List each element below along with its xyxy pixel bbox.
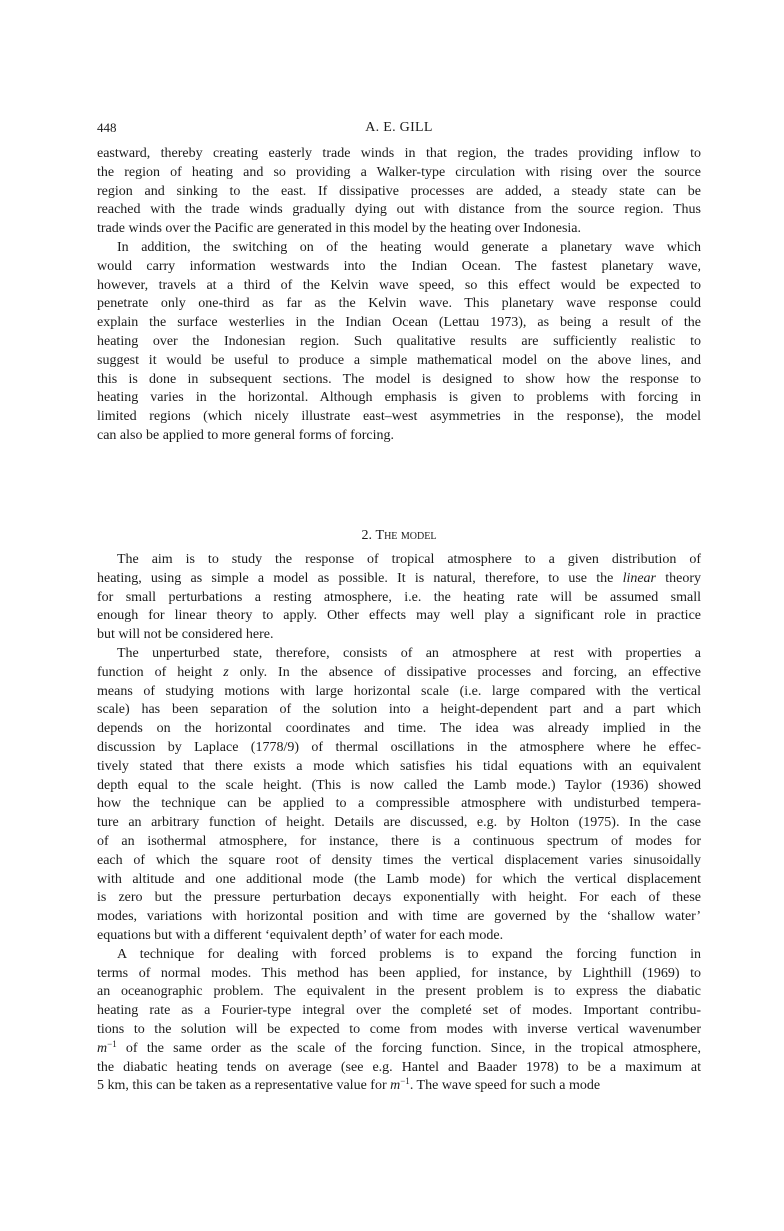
text-line: means of studying motions with large horizontal scale (i.e. large compared with the vertical bbox=[97, 683, 701, 699]
text-line: tions to the solution will be expected to come from modes with inverse vertical wavenumber bbox=[97, 1021, 701, 1037]
text-segment: z bbox=[223, 664, 229, 680]
section-heading bbox=[97, 528, 701, 544]
page-header bbox=[97, 120, 701, 140]
text-line: trade winds over the Pacific are generated in this model by the heating over Indonesia. bbox=[97, 221, 581, 237]
text-line: penetrate only one-third as far as the Kelvin wave. This planetary wave response could bbox=[97, 296, 701, 312]
text-line: can also be applied to more general forms of forcing. bbox=[97, 427, 395, 443]
paragraph bbox=[97, 239, 701, 446]
text-line: the diabatic heating tends on average (see e.g. Hantel and Baader 1978) to be a maximum at bbox=[97, 1059, 701, 1075]
text-line: reached with the trade winds gradually dying out with distance from the source region. Thus bbox=[97, 202, 701, 218]
text-line: would carry information westwards into the Indian Ocean. The fastest planetary wave, bbox=[97, 258, 701, 274]
section-text bbox=[97, 551, 701, 1096]
text-segment: −1 bbox=[107, 1038, 117, 1049]
text-line: explain the surface westerlies in the Indian Ocean (Lettau 1973), as being a result of the bbox=[97, 315, 701, 331]
text-line: modes, variations with horizontal position and with time are governed by the ‘shallow water’ bbox=[97, 909, 701, 925]
running-title: A. E. GILL bbox=[365, 120, 433, 135]
paragraph bbox=[97, 551, 701, 645]
text-line: eastward, thereby creating easterly trade winds in that region, the trades providing inflow to bbox=[97, 146, 701, 161]
text-segment: theory bbox=[656, 570, 702, 586]
text-line: ture an arbitrary function of height. Details are discussed, e.g. by Holton (1975). In the case bbox=[97, 815, 701, 831]
text-line: A technique for dealing with forced problems is to expand the forcing function in bbox=[117, 946, 701, 962]
text-line: limited regions (which nicely illustrate east–west asymmetries in the response), the model bbox=[97, 409, 701, 425]
text-segment: heating, using as simple a model as possible. It is natural, therefore, to use the bbox=[97, 570, 623, 586]
text-line bbox=[97, 570, 701, 589]
paragraph bbox=[97, 645, 701, 946]
text-line: discussion by Laplace (1778/9) of thermal oscillations in the atmosphere where he effec- bbox=[97, 739, 701, 755]
text-line bbox=[97, 1040, 701, 1059]
text-line: with altitude and one additional mode (the Lamb mode) for which the vertical displacement bbox=[97, 871, 701, 887]
text-line: region and sinking to the east. If dissipative processes are added, a steady state can be bbox=[97, 183, 701, 199]
text-line: equations but with a different ‘equivalent depth’ of water for each mode. bbox=[97, 927, 504, 943]
text-line: each of which the square root of density times the vertical displacement varies sinusoidally bbox=[97, 852, 701, 868]
text-line: depth equal to the scale height. (This is now called the Lamb mode.) Taylor (1936) showed bbox=[97, 777, 701, 793]
intro-text bbox=[97, 145, 701, 446]
text-line: for small perturbations a resting atmosphere, i.e. the heating rate will be assumed small bbox=[97, 589, 701, 605]
text-line: but will not be considered here. bbox=[97, 627, 274, 643]
page-number: 448 bbox=[97, 120, 117, 135]
text-line bbox=[97, 664, 701, 683]
text-segment: of the same order as the scale of the forcing function. Since, in the tropical atmosphere, bbox=[116, 1040, 701, 1056]
text-line: however, travels at a third of the Kelvin wave speed, so this effect would be expected to bbox=[97, 277, 701, 293]
text-line: how the technique can be applied to a compressible atmosphere with undisturbed tempera- bbox=[97, 796, 701, 812]
text-line: heating varies in the horizontal. Although emphasis is given to problems with forcing in bbox=[97, 390, 701, 406]
text-line: tively stated that there exists a mode which satisfies his tidal equations with an equivalent bbox=[97, 758, 701, 774]
paragraph bbox=[97, 145, 701, 239]
text-line: the region of heating and so providing a Walker-type circulation with rising over the source bbox=[97, 164, 701, 180]
text-line: heating over the Indonesian region. Such qualitative results are sufficiently realistic to bbox=[97, 333, 701, 349]
text-segment: −1 bbox=[400, 1076, 410, 1087]
section-title: The model bbox=[375, 528, 437, 543]
text-line: of an isothermal atmosphere, for instance, there is a continuous spectrum of modes for bbox=[97, 833, 701, 849]
text-segment: . The wave speed for such a mode bbox=[409, 1078, 601, 1094]
text-segment: 5 km, this can be taken as a representative value for bbox=[97, 1078, 391, 1094]
text-line: enough for linear theory to apply. Other effects may well play a significant role in practice bbox=[97, 608, 701, 624]
text-line: The aim is to study the response of tropical atmosphere to a given distribution of bbox=[117, 552, 701, 567]
text-line: depends on the horizontal coordinates and time. The idea was already implied in the bbox=[97, 721, 701, 737]
text-line: heating rate as a Fourier-type integral over the completé set of modes. Important contribu- bbox=[97, 1003, 701, 1019]
text-line: suggest it would be useful to produce a simple mathematical model on the above lines, and bbox=[97, 352, 701, 368]
section-number: 2. bbox=[361, 528, 373, 543]
text-segment: function of height bbox=[97, 664, 224, 680]
text-segment: linear bbox=[622, 570, 657, 586]
paragraph bbox=[97, 946, 701, 1096]
text-line: The unperturbed state, therefore, consists of an atmosphere at rest with properties a bbox=[117, 645, 701, 661]
text-segment: only. In the absence of dissipative processes and forcing, an effective bbox=[228, 664, 701, 680]
text-segment: m bbox=[390, 1078, 401, 1094]
text-line: In addition, the switching on of the heating would generate a planetary wave which bbox=[117, 239, 701, 255]
text-line: scale) has been separation of the solution into a height-dependent part and a part which bbox=[97, 702, 701, 718]
text-segment: m bbox=[97, 1040, 108, 1056]
text-line bbox=[97, 1077, 701, 1096]
text-line: this is done in subsequent sections. The model is designed to show how the response to bbox=[97, 371, 701, 387]
text-line: is zero but the pressure perturbation decays exponentially with height. For each of these bbox=[97, 890, 701, 906]
text-line: an oceanographic problem. The equivalent in the present problem is to express the diabatic bbox=[97, 984, 701, 1000]
text-line: terms of normal modes. This method has been applied, for instance, by Lighthill (1969) to bbox=[97, 965, 701, 981]
